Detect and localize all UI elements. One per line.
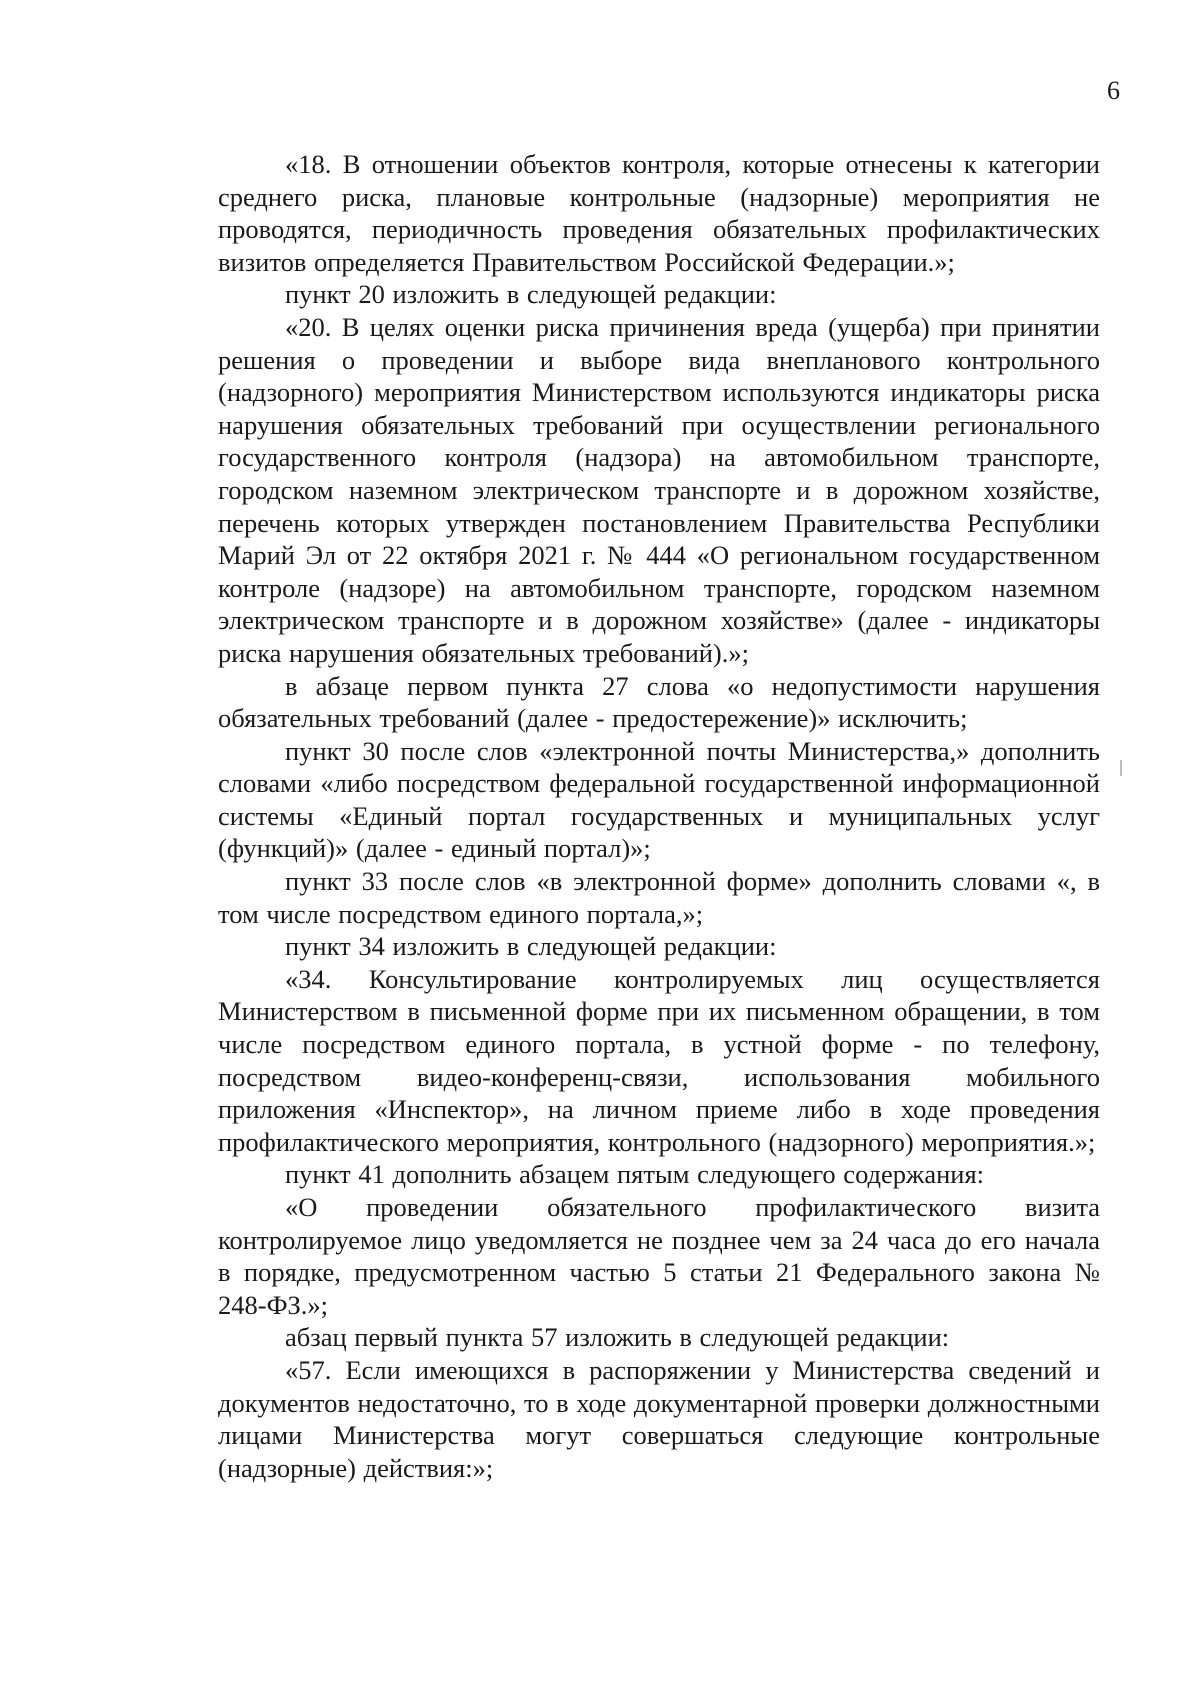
paragraph-point-27: в абзаце первом пункта 27 слова «о недопустимости нарушения обязательных требований (далее - предостережение)» исключить; — [218, 670, 1100, 734]
scan-artifact-mark — [1120, 760, 1122, 776]
paragraph-point-57-intro: абзац первый пункта 57 изложить в следующей редакции: — [285, 1322, 950, 1353]
paragraph-point-41-intro: пункт 41 дополнить абзацем пятым следующего содержания: — [285, 1159, 985, 1190]
paragraph-point-20: «20. В целях оценки риска причинения вреда (ущерба) при принятии решения о проведении и выборе вида внепланового контрольного (надзорного) мероприятия Министерством используются индикаторы риска нарушения обязательных требований при осуществлении регионального государственного контроля (надзора) на автомобильном транспорте, городском наземном электрическом транспорте и в дорожном хозяйстве, перечень которых утвержден постановлением Правительства Республики Марий Эл от 22 октября 2021 г. № 444 «О региональном государственном контроле (надзоре) на автомобильном транспорте, городском наземном электрическом транспорте и в дорожном хозяйстве» (далее - индикаторы риска нарушения обязательных требований).»; — [218, 311, 1100, 668]
paragraph-point-34-intro: пункт 34 изложить в следующей редакции: — [285, 931, 777, 962]
paragraph-point-30: пункт 30 после слов «электронной почты Министерства,» дополнить словами «либо посредством федеральной государственной информационной системы «Единый портал государственных и муниципальных услуг (функций)» (далее - единый портал)»; — [218, 735, 1100, 864]
paragraph-point-33: пункт 33 после слов «в электронной форме» дополнить словами «, в том числе посредством единого портала,»; — [218, 866, 1100, 929]
paragraph-point-34: «34. Консультирование контролируемых лиц осуществляется Министерством в письменной форме при их письменном обращении, в том числе посредством единого портала, в устной форме - по телефону, посредством видео-конференц-связи, использования мобильного приложения «Инспектор», на личном приеме либо в ходе проведения профилактического мероприятия, контрольного (надзорного) мероприятия.»; — [218, 963, 1100, 1157]
document-body — [218, 148, 1100, 1484]
page-number: 6 — [1107, 76, 1120, 105]
paragraph-point-41: «О проведении обязательного профилактического визита контролируемое лицо уведомляется не позднее чем за 24 часа до его начала в порядке, предусмотренном частью 5 статьи 21 Федерального закона № 248-ФЗ.»; — [218, 1192, 1100, 1320]
paragraph-point-57: «57. Если имеющихся в распоряжении у Министерства сведений и документов недостаточно, то в ходе документарной проверки должностными лицами Министерства могут совершаться следующие контрольные (надзорные) действия:»; — [218, 1354, 1100, 1483]
paragraph-point-20-intro: пункт 20 изложить в следующей редакции: — [285, 279, 777, 310]
paragraph-point-18: «18. В отношении объектов контроля, которые отнесены к категории среднего риска, плановые контрольные (надзорные) мероприятия не проводятся, периодичность проведения обязательных профилактических визитов определяется Правительством Российской Федерации.»; — [218, 149, 1100, 277]
